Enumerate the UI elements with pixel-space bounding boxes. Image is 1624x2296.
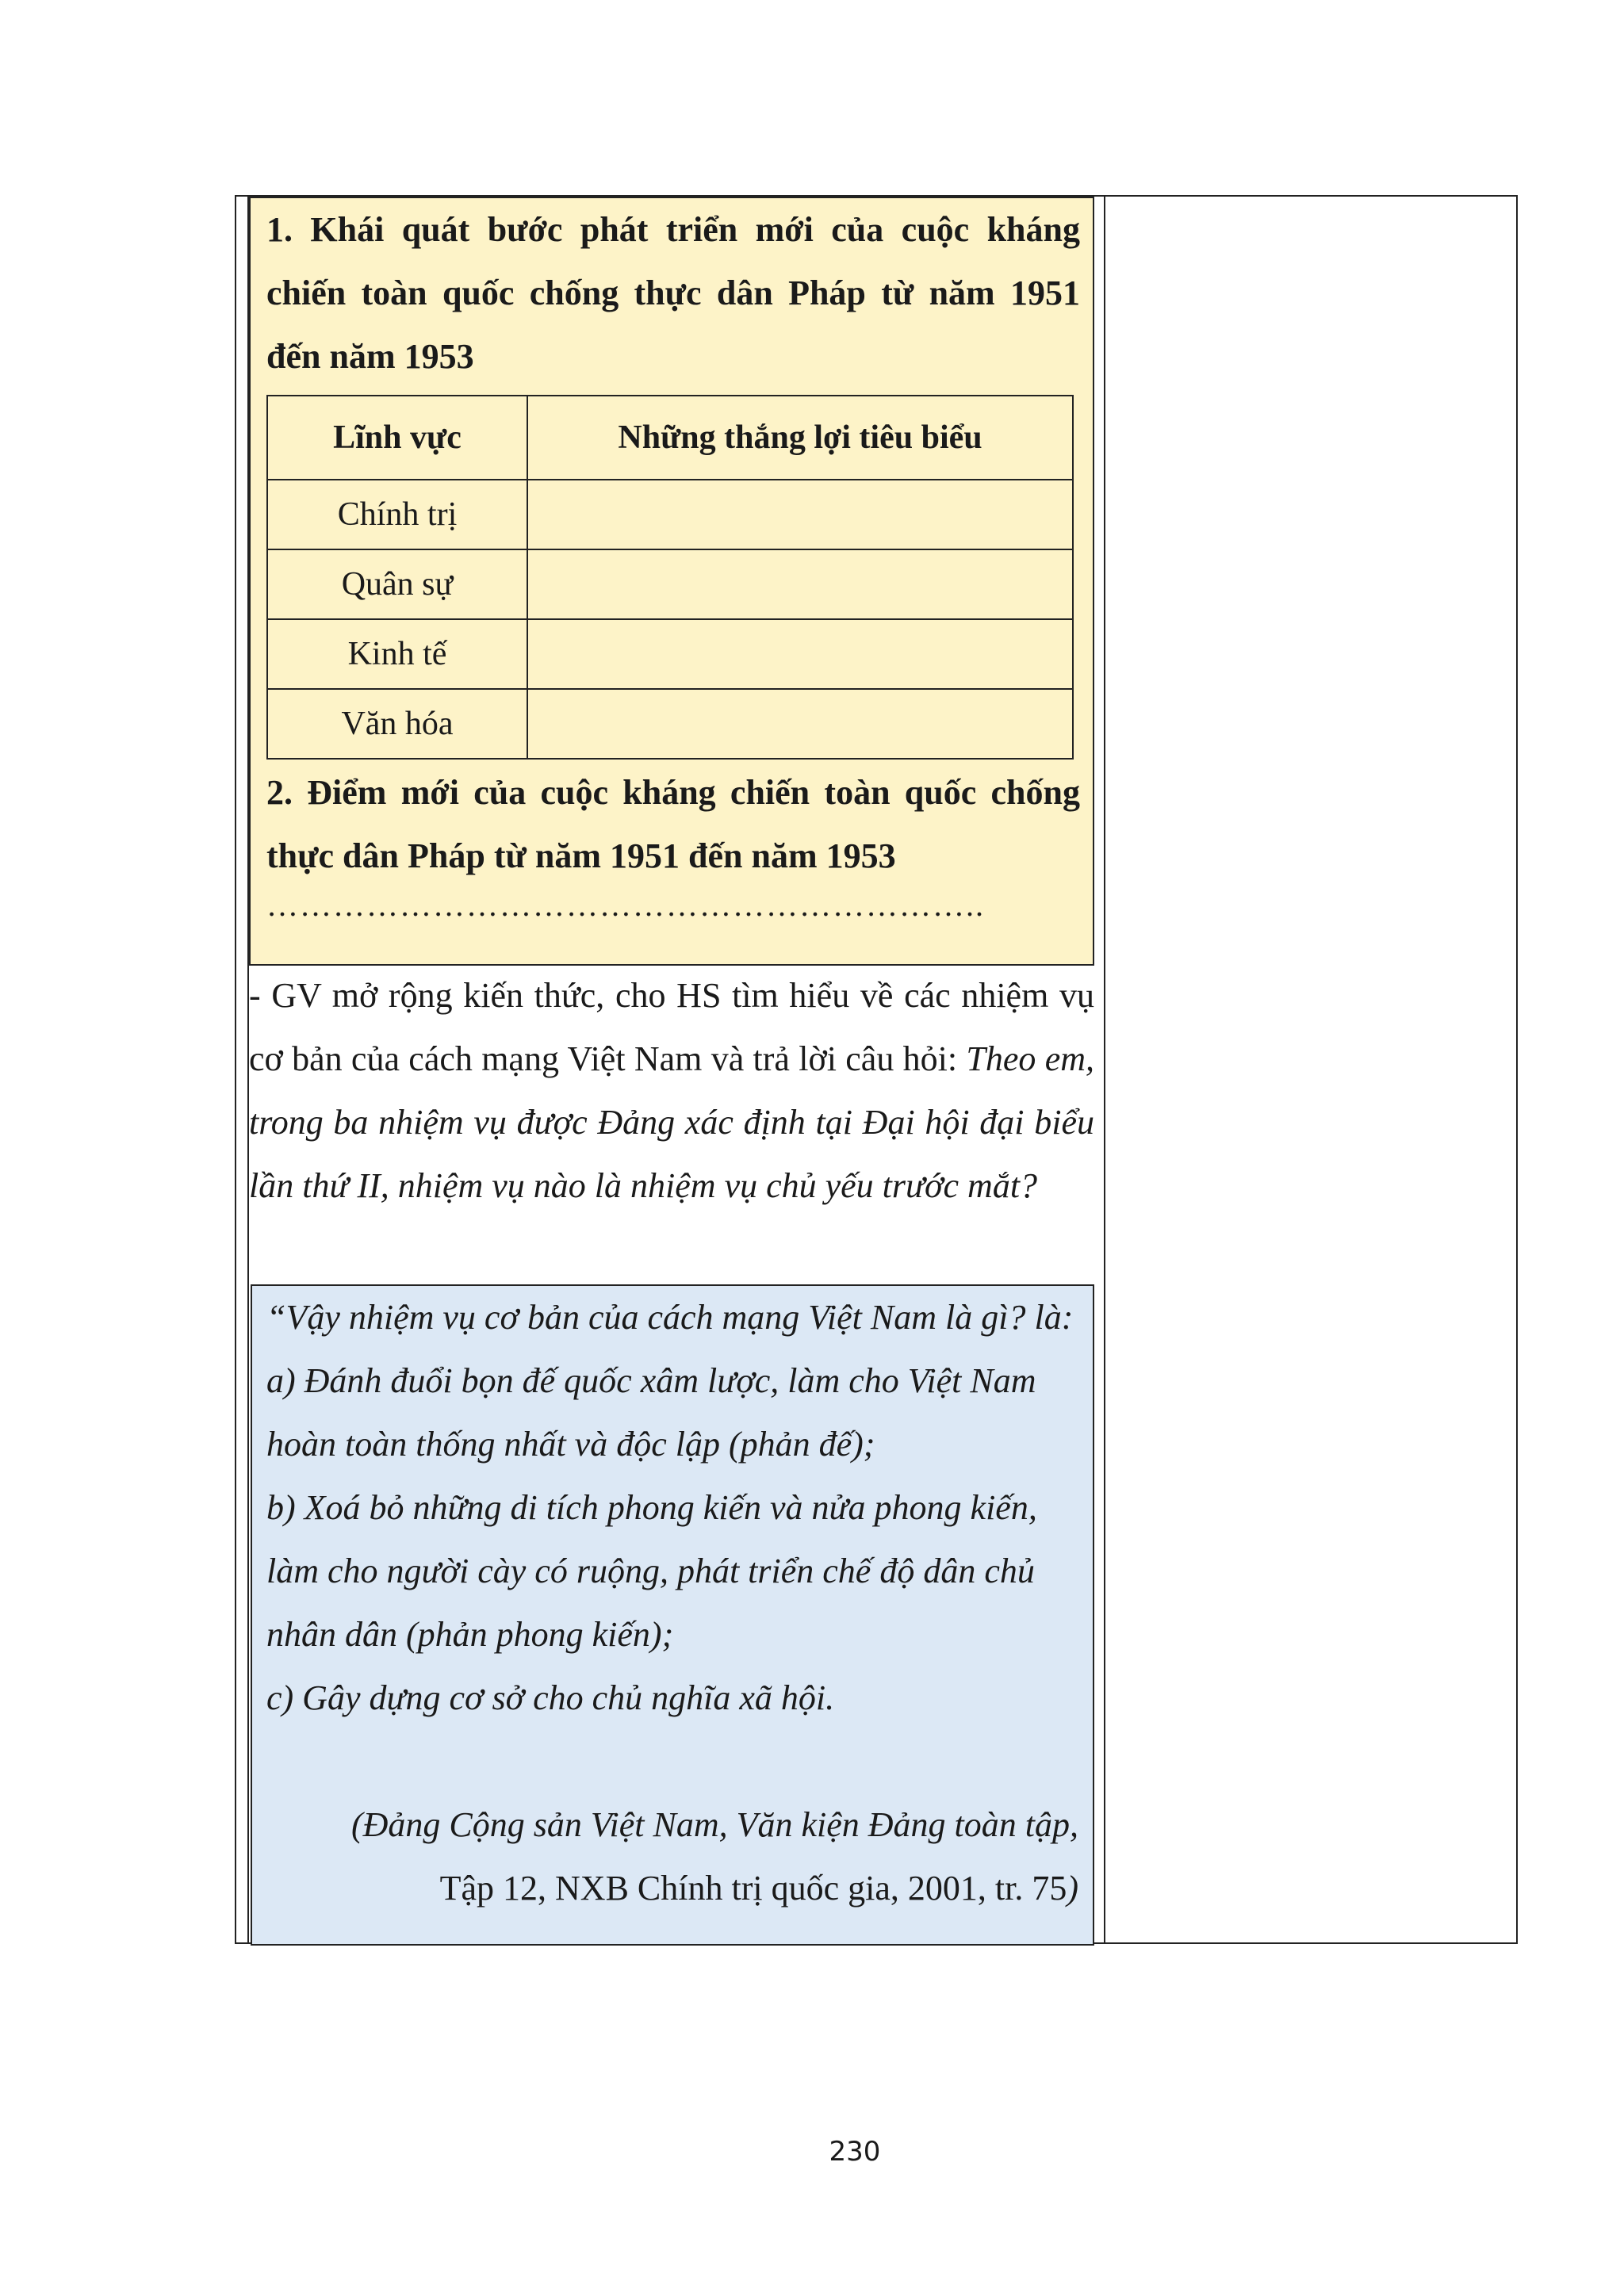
row-field: Kinh tế [267, 619, 527, 689]
column-divider [1104, 197, 1105, 1942]
table-row [267, 619, 1073, 689]
quote-source-line2 [440, 1857, 1078, 1920]
lesson-table [235, 195, 1518, 1944]
row-field: Quân sự [267, 549, 527, 619]
quote-source-close: ) [1067, 1869, 1078, 1908]
page-number: 230 [829, 2136, 881, 2168]
section1-heading: 1. Khái quát bước phát triển mới của cuộc kháng chiến toàn quốc chống thực dân Pháp từ năm 1951 đến năm 1953 [266, 210, 1080, 376]
table-header-row [267, 396, 1073, 480]
row-value[interactable] [527, 549, 1073, 619]
instruction-question: Theo em, trong ba nhiệm vụ được Đảng xác định tại Đại hội đại biểu lần thứ II, nhiệm vụ nào là nhiệm vụ chủ yếu trước mắt? [249, 1039, 1094, 1205]
instruction-paragraph [249, 964, 1094, 1218]
quote-source-text: Tập 12, NXB Chính trị quốc gia, 2001, tr. 75 [439, 1869, 1067, 1908]
answer-dots: ……………………………………………………….. [266, 887, 985, 923]
quote-item-a: a) Đánh đuổi bọn đế quốc xâm lược, làm cho Việt Nam hoàn toàn thống nhất và độc lập (phản đế); [266, 1361, 1036, 1464]
quote-item-c: c) Gây dựng cơ sở cho chủ nghĩa xã hội. [266, 1678, 835, 1717]
row-value[interactable] [527, 619, 1073, 689]
header-field: Lĩnh vực [267, 396, 527, 480]
header-victories: Những thắng lợi tiêu biểu [527, 396, 1073, 480]
table-row [267, 549, 1073, 619]
row-field: Chính trị [267, 480, 527, 549]
quote-box [251, 1284, 1094, 1946]
section2-heading: 2. Điểm mới của cuộc kháng chiến toàn quốc chống thực dân Pháp từ năm 1951 đến năm 1953 [266, 773, 1080, 875]
row-field: Văn hóa [267, 689, 527, 759]
row-value[interactable] [527, 689, 1073, 759]
task-card [249, 197, 1094, 966]
table-row [267, 689, 1073, 759]
quote-source-line1: (Đảng Cộng sản Việt Nam, Văn kiện Đảng toàn tập, [351, 1805, 1078, 1844]
row-value[interactable] [527, 480, 1073, 549]
instruction-text: - GV mở rộng kiến thức, cho HS tìm hiểu về các nhiệm vụ cơ bản của cách mạng Việt Nam và trả lời câu hỏi: [249, 976, 1094, 1078]
quote-item-b: b) Xoá bỏ những di tích phong kiến và nửa phong kiến, làm cho người cày có ruộng, phát triển chế độ dân chủ nhân dân (phản phong kiến); [266, 1488, 1037, 1654]
quote-intro: “Vậy nhiệm vụ cơ bản của cách mạng Việt Nam là gì? là: [266, 1298, 1074, 1337]
victories-table [266, 395, 1074, 760]
table-row [267, 480, 1073, 549]
